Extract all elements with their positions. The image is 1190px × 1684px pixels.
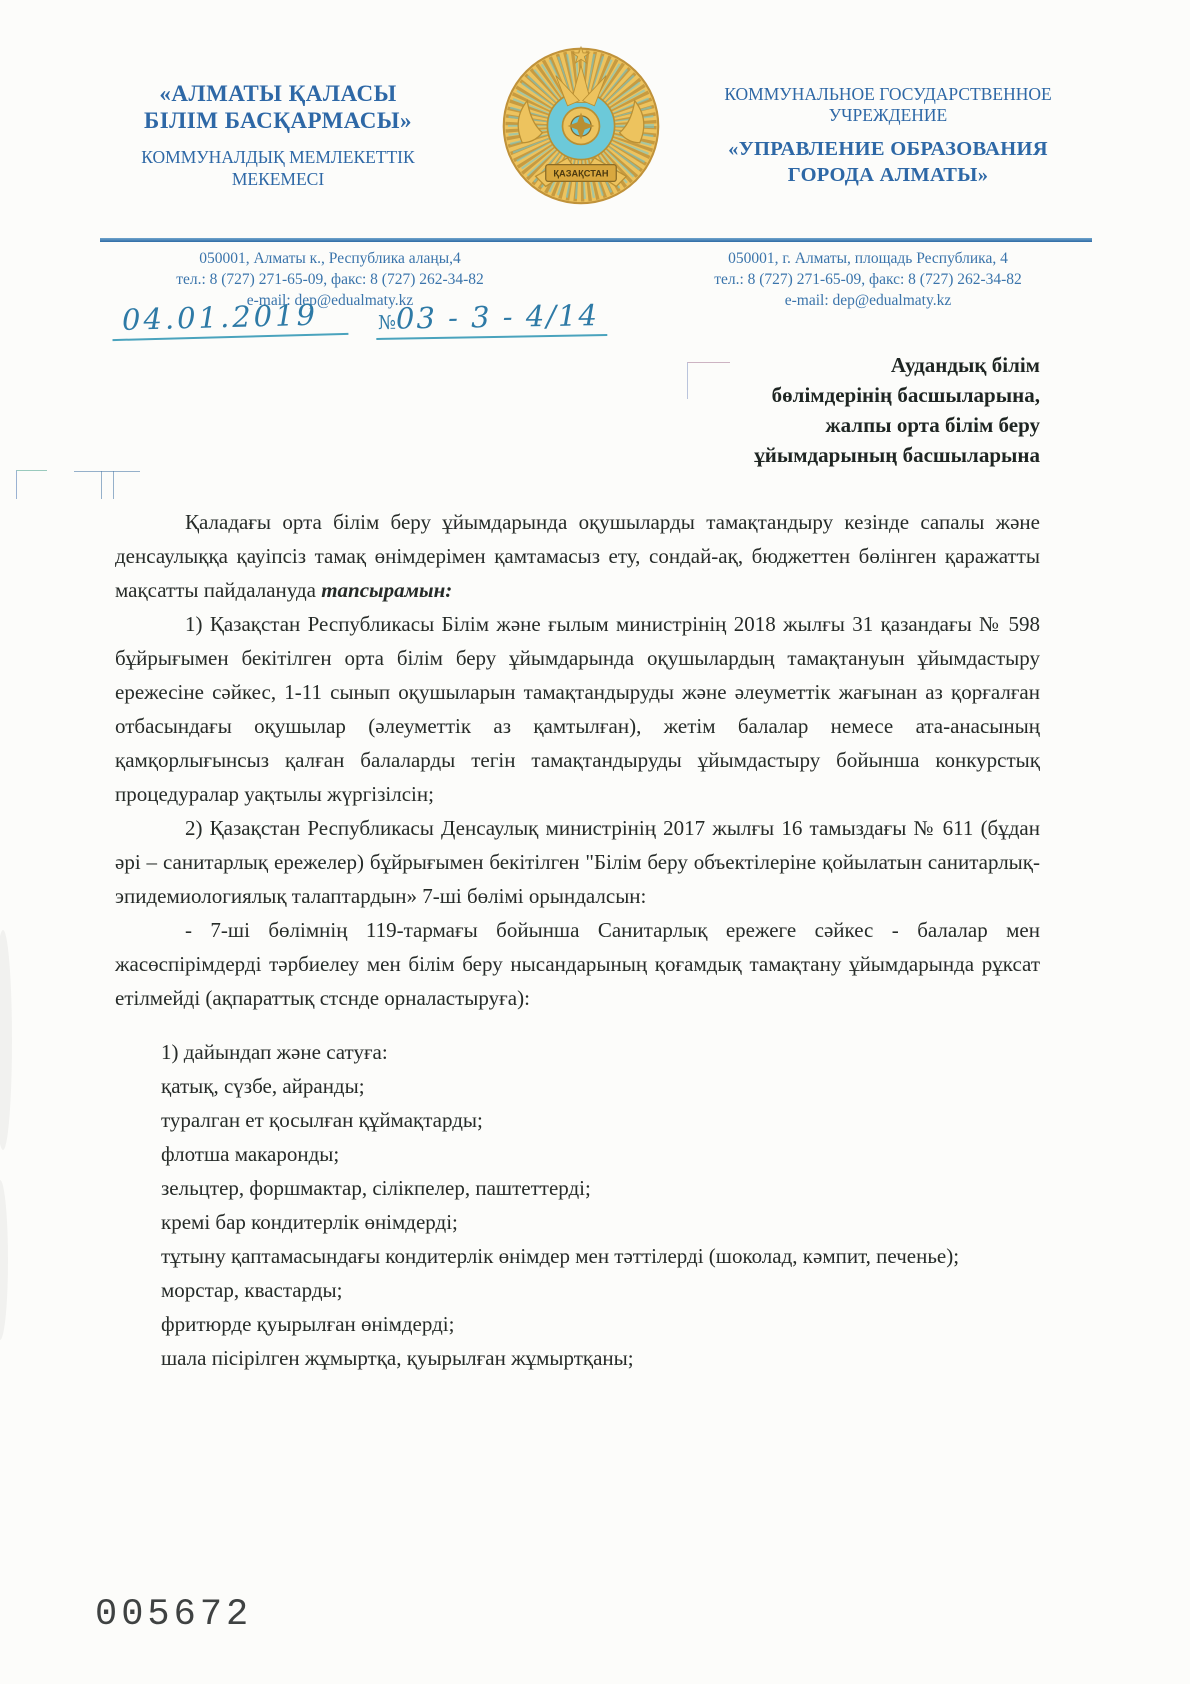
scan-smudge [0,1180,8,1340]
scan-smudge [0,930,12,1150]
address-ru-line1: 050001, г. Алматы, площадь Республика, 4 [728,250,1008,267]
org-ru-subtitle-line1: КОММУНАЛЬНОЕ ГОСУДАРСТВЕННОЕ [724,84,1052,104]
org-ru-title-line1: «УПРАВЛЕНИЕ ОБРАЗОВАНИЯ [728,138,1048,160]
address-block-russian [648,248,1088,311]
scan-tick-mark [74,471,140,472]
prohibited-list-item: морстар, квастарды; [161,1278,343,1302]
paragraph-intro [115,505,1040,607]
paragraph-item2: 2) Қазақстан Республикасы Денсаулық министрінің 2017 жылғы 16 тамыздағы № 611 (бұдан әрі – санитарлық ережелер) бұйрығымен бекітілген "Білім беру объектілеріне қойылатын санитарлық-эпидемиологиялық талаптардын» 7-ші бөлімі орындалсын: [115,816,1040,908]
org-kk-title-line2: БІЛІМ БАСҚАРМАСЫ» [144,108,412,133]
header-divider-rule [100,238,1092,242]
recipient-line2: бөлімдерінің басшыларына, [771,383,1040,407]
address-kk-line3: e-mail: dep@edualmaty.kz [246,292,414,309]
prohibited-list-item: зельцтер, форшмактар, сілікпелер, паштеттерді; [161,1176,591,1200]
prohibited-list-item: тұтыну қаптамасындағы кондитерлік өнімдер мен тәттілерді (шоколад, кәмпит, печенье); [161,1244,960,1268]
prohibited-list-item: фритюрде қуырылған өнімдерді; [161,1312,455,1336]
recipient-line1: Аудандық білім [890,353,1040,377]
address-kk-line1: 050001, Алматы к., Республика алаңы,4 [199,250,461,267]
prohibited-list-item: қатық, сүзбе, айранды; [161,1074,365,1098]
paragraph-intro-text: Қаладағы орта білім беру ұйымдарында оқушыларды тамақтандыру кезінде сапалы және денсаулыққа қауіпсіз тамақ өнімдерімен қамтамасыз ету, сондай-ақ, бюджеттен бөлінген қаражатты мақсатты пайдалануда [115,510,1040,602]
number-sign: № [377,311,397,334]
emblem-banner-text: ҚАЗАҚСТАН [553,168,609,179]
handwritten-number-value: 03 - 3 - 4/14 [395,298,600,336]
registration-stamp-number: 005672 [95,1594,253,1636]
paragraph-section7: - 7-ші бөлімнің 119-тармағы бойынша Санитарлық ережеге сәйкес - балалар мен жасөспірімдерді тәрбиелеу мен білім беру нысандарының қоғамдық тамақтану ұйымдарында рұксат етілмейді (ақпараттық стснде орналастыруға): [115,918,1040,1010]
scan-tick-mark [113,471,114,499]
org-kk-subtitle-line2: МЕКЕМЕСІ [231,169,325,189]
address-ru-line2: тел.: 8 (727) 271-65-09, факс: 8 (727) 262-34-82 [714,271,1022,288]
handwritten-number [376,298,608,340]
address-ru-line3: e-mail: dep@edualmaty.kz [784,292,952,309]
recipient-line3: жалпы орта білім беру [825,413,1040,437]
prohibited-list-item: флотша макаронды; [161,1142,340,1166]
kazakhstan-emblem-icon [497,42,665,220]
kazakhstan-emblem-graphic [497,42,665,220]
prohibited-list-item: шала пісірілген жұмыртқа, қуырылған жұмыртқаны; [161,1346,634,1370]
prohibited-list-item: кремі бар кондитерлік өнімдерді; [161,1210,458,1234]
recipient-block [640,350,1040,470]
address-kk-line2: тел.: 8 (727) 271-65-09, факс: 8 (727) 262-34-82 [176,271,484,288]
letter-body [115,505,1040,1375]
paragraph-intro-emphasis: тапсырамын: [321,578,453,602]
prohibited-list-item: туралган ет қосылған құймақтарды; [161,1108,483,1132]
org-name-russian [688,84,1088,188]
recipient-line4: ұйымдарының басшыларына [754,443,1040,467]
prohibited-list-item: 1) дайындап және сатуға: [161,1040,388,1064]
org-name-kazakh [108,80,448,190]
reference-line [112,297,607,352]
handwritten-date: 04.01.2019 [112,297,349,341]
org-ru-subtitle-line2: УЧРЕЖДЕНИЕ [828,105,948,125]
org-kk-title-line1: «АЛМАТЫ ҚАЛАСЫ [159,81,397,106]
org-kk-subtitle-line1: КОММУНАЛДЫҚ МЕМЛЕКЕТТІК [141,147,415,167]
scan-tick-mark [101,471,102,499]
scan-corner-mark [16,470,47,499]
paragraph-item1: 1) Қазақстан Республикасы Білім және ғылым министрінің 2018 жылғы 31 қазандағы № 598 бұйрығымен бекітілген орта білім беру ұйымдарында оқушылардың тамақтануын ұйымдастыру ережесіне сәйкес, 1-11 сынып оқушыларын тамақтандыруды және әлеуметтік жағынан аз қорғалған отбасындағы оқушылар (әлеуметтік аз қамтылған), жетім балалар немесе ата-анасының қамқорлығынсыз қалған балаларды тегін тамақтандыруды ұйымдастыру бойынша конкурстық процедуралар уақтылы жүргізілсін; [115,612,1040,806]
org-ru-title-line2: ГОРОДА АЛМАТЫ» [787,164,989,186]
